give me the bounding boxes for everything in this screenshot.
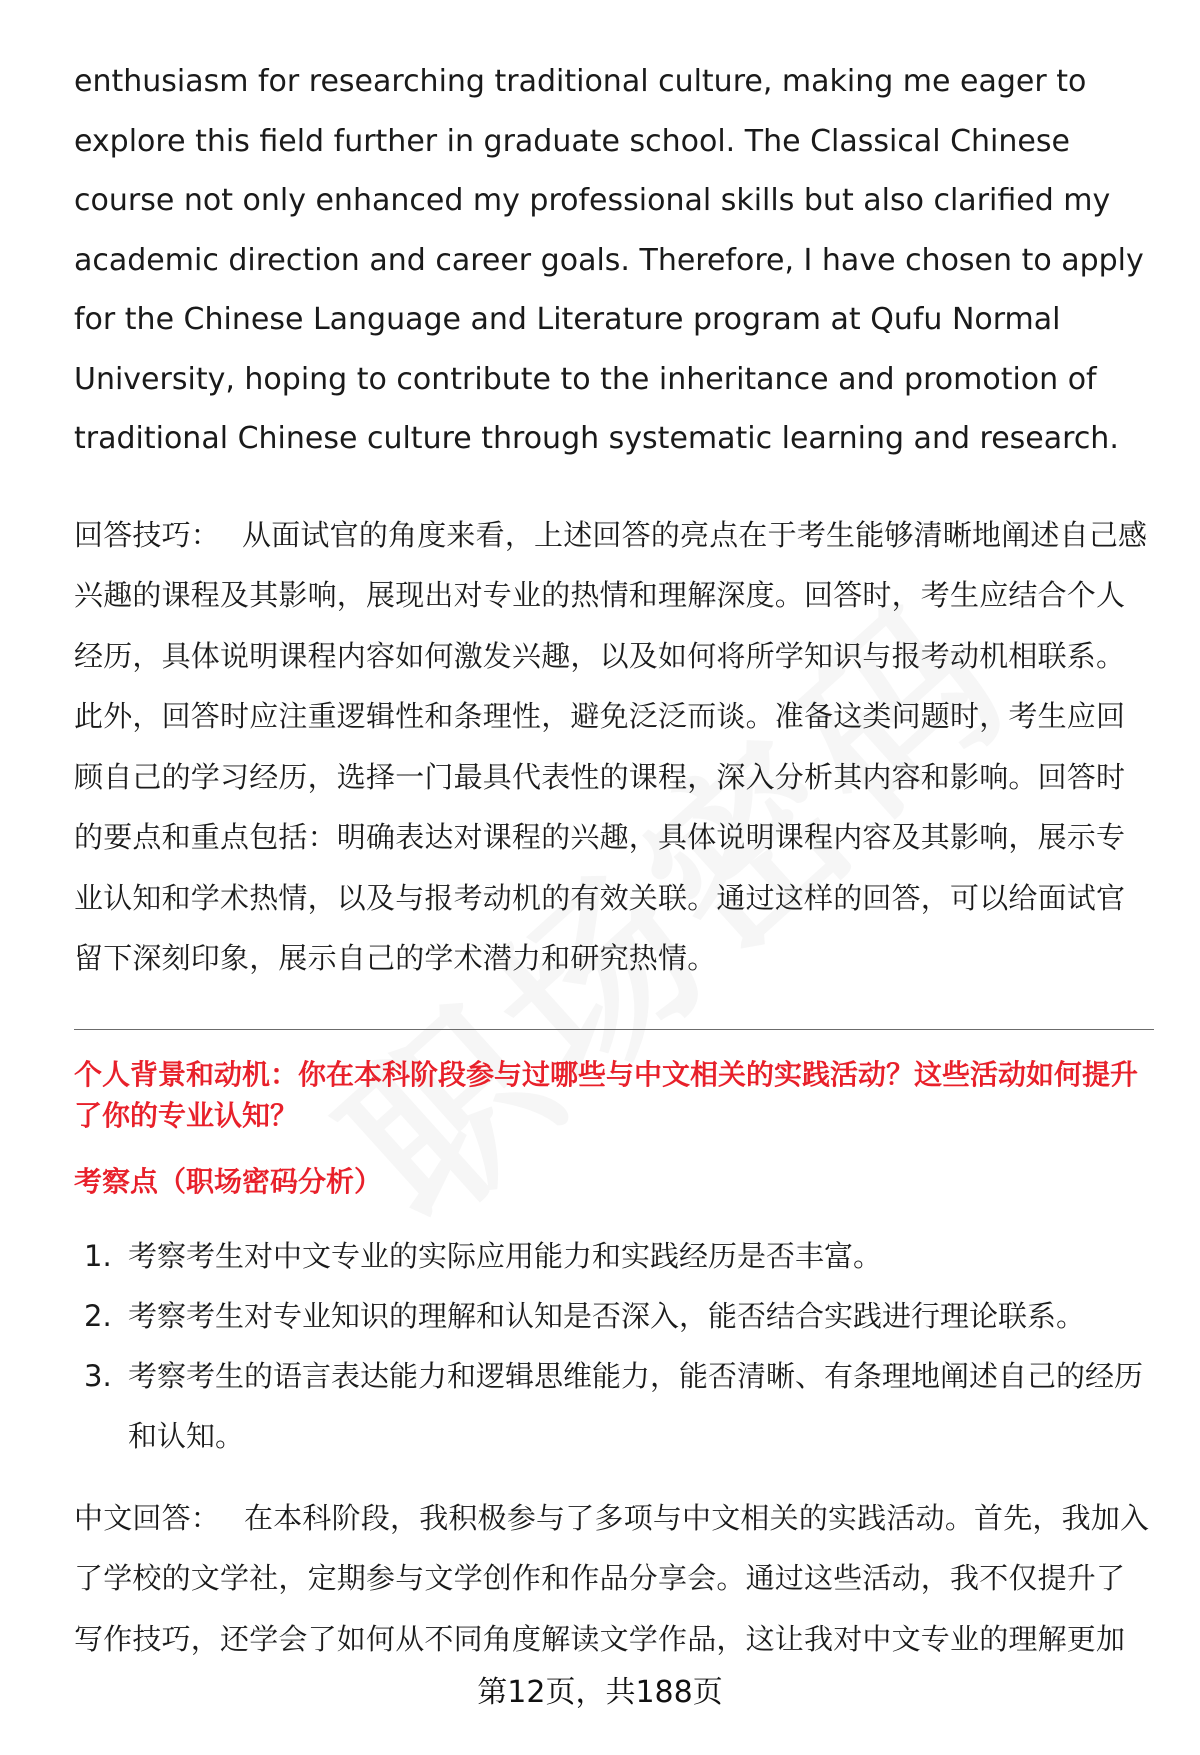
- section-divider: [74, 1029, 1154, 1030]
- assessment-item-number: 2.: [84, 1298, 112, 1333]
- assessment-item: [74, 1286, 1154, 1346]
- assessment-item: [74, 1226, 1154, 1286]
- assessment-item: [74, 1346, 1154, 1466]
- assessment-item-number: 3.: [84, 1358, 112, 1393]
- assessment-item-text: 考察考生对专业知识的理解和认知是否深入，能否结合实践进行理论联系。: [128, 1298, 1086, 1333]
- question-title: 个人背景和动机：你在本科阶段参与过哪些与中文相关的实践活动？这些活动如何提升了你的专业认知？: [74, 1057, 1139, 1132]
- answer-tip-label: 回答技巧：: [74, 517, 221, 552]
- chinese-answer-label: 中文回答：: [74, 1500, 221, 1535]
- answer-tip-paragraph: [74, 505, 1154, 989]
- chinese-answer-paragraph: [74, 1488, 1154, 1670]
- assessment-item-number: 1.: [84, 1238, 112, 1273]
- answer-tip-text: 从面试官的角度来看，上述回答的亮点在于考生能够清晰地阐述自己感兴趣的课程及其影响，展现出对专业的热情和理解深度。回答时，考生应结合个人经历，具体说明课程内容如何激发兴趣，以及如何将所学知识与报考动机相联系。此外，回答时应注重逻辑性和条理性，避免泛泛而谈。准备这类问题时，考生应回顾自己的学习经历，选择一门最具代表性的课程，深入分析其内容和影响。回答时的要点和重点包括：明确表达对课程的兴趣，具体说明课程内容及其影响，展示专业认知和学术热情，以及与报考动机的有效关联。通过这样的回答，可以给面试官留下深刻印象，展示自己的学术潜力和研究热情。: [74, 517, 1148, 975]
- assessment-heading: 考察点（职场密码分析）: [74, 1164, 383, 1198]
- page-content: [74, 52, 1154, 1669]
- assessment-list: [74, 1226, 1154, 1466]
- assessment-item-text: 考察考生对中文专业的实际应用能力和实践经历是否丰富。: [128, 1238, 883, 1273]
- chinese-answer-text: 在本科阶段，我积极参与了多项与中文相关的实践活动。首先，我加入了学校的文学社，定期参与文学创作和作品分享会。通过这些活动，我不仅提升了写作技巧，还学会了如何从不同角度解读文学作品，这让我对中文专业的理解更加: [74, 1500, 1150, 1656]
- page-number-footer: 第12页，共188页: [477, 1675, 723, 1710]
- english-answer-paragraph: enthusiasm for researching traditional culture, making me eager to explore this field further in graduate school. The Classical Chinese course not only enhanced my professional skills but also clarified my academic direction and career goals. Therefore, I have chosen to apply for the Chinese Language and Literature program at Qufu Normal University, hoping to contribute to the inheritance and promotion of traditional Chinese culture through systematic learning and research.: [74, 64, 1144, 456]
- assessment-item-text: 考察考生的语言表达能力和逻辑思维能力，能否清晰、有条理地阐述自己的经历和认知。: [128, 1358, 1144, 1453]
